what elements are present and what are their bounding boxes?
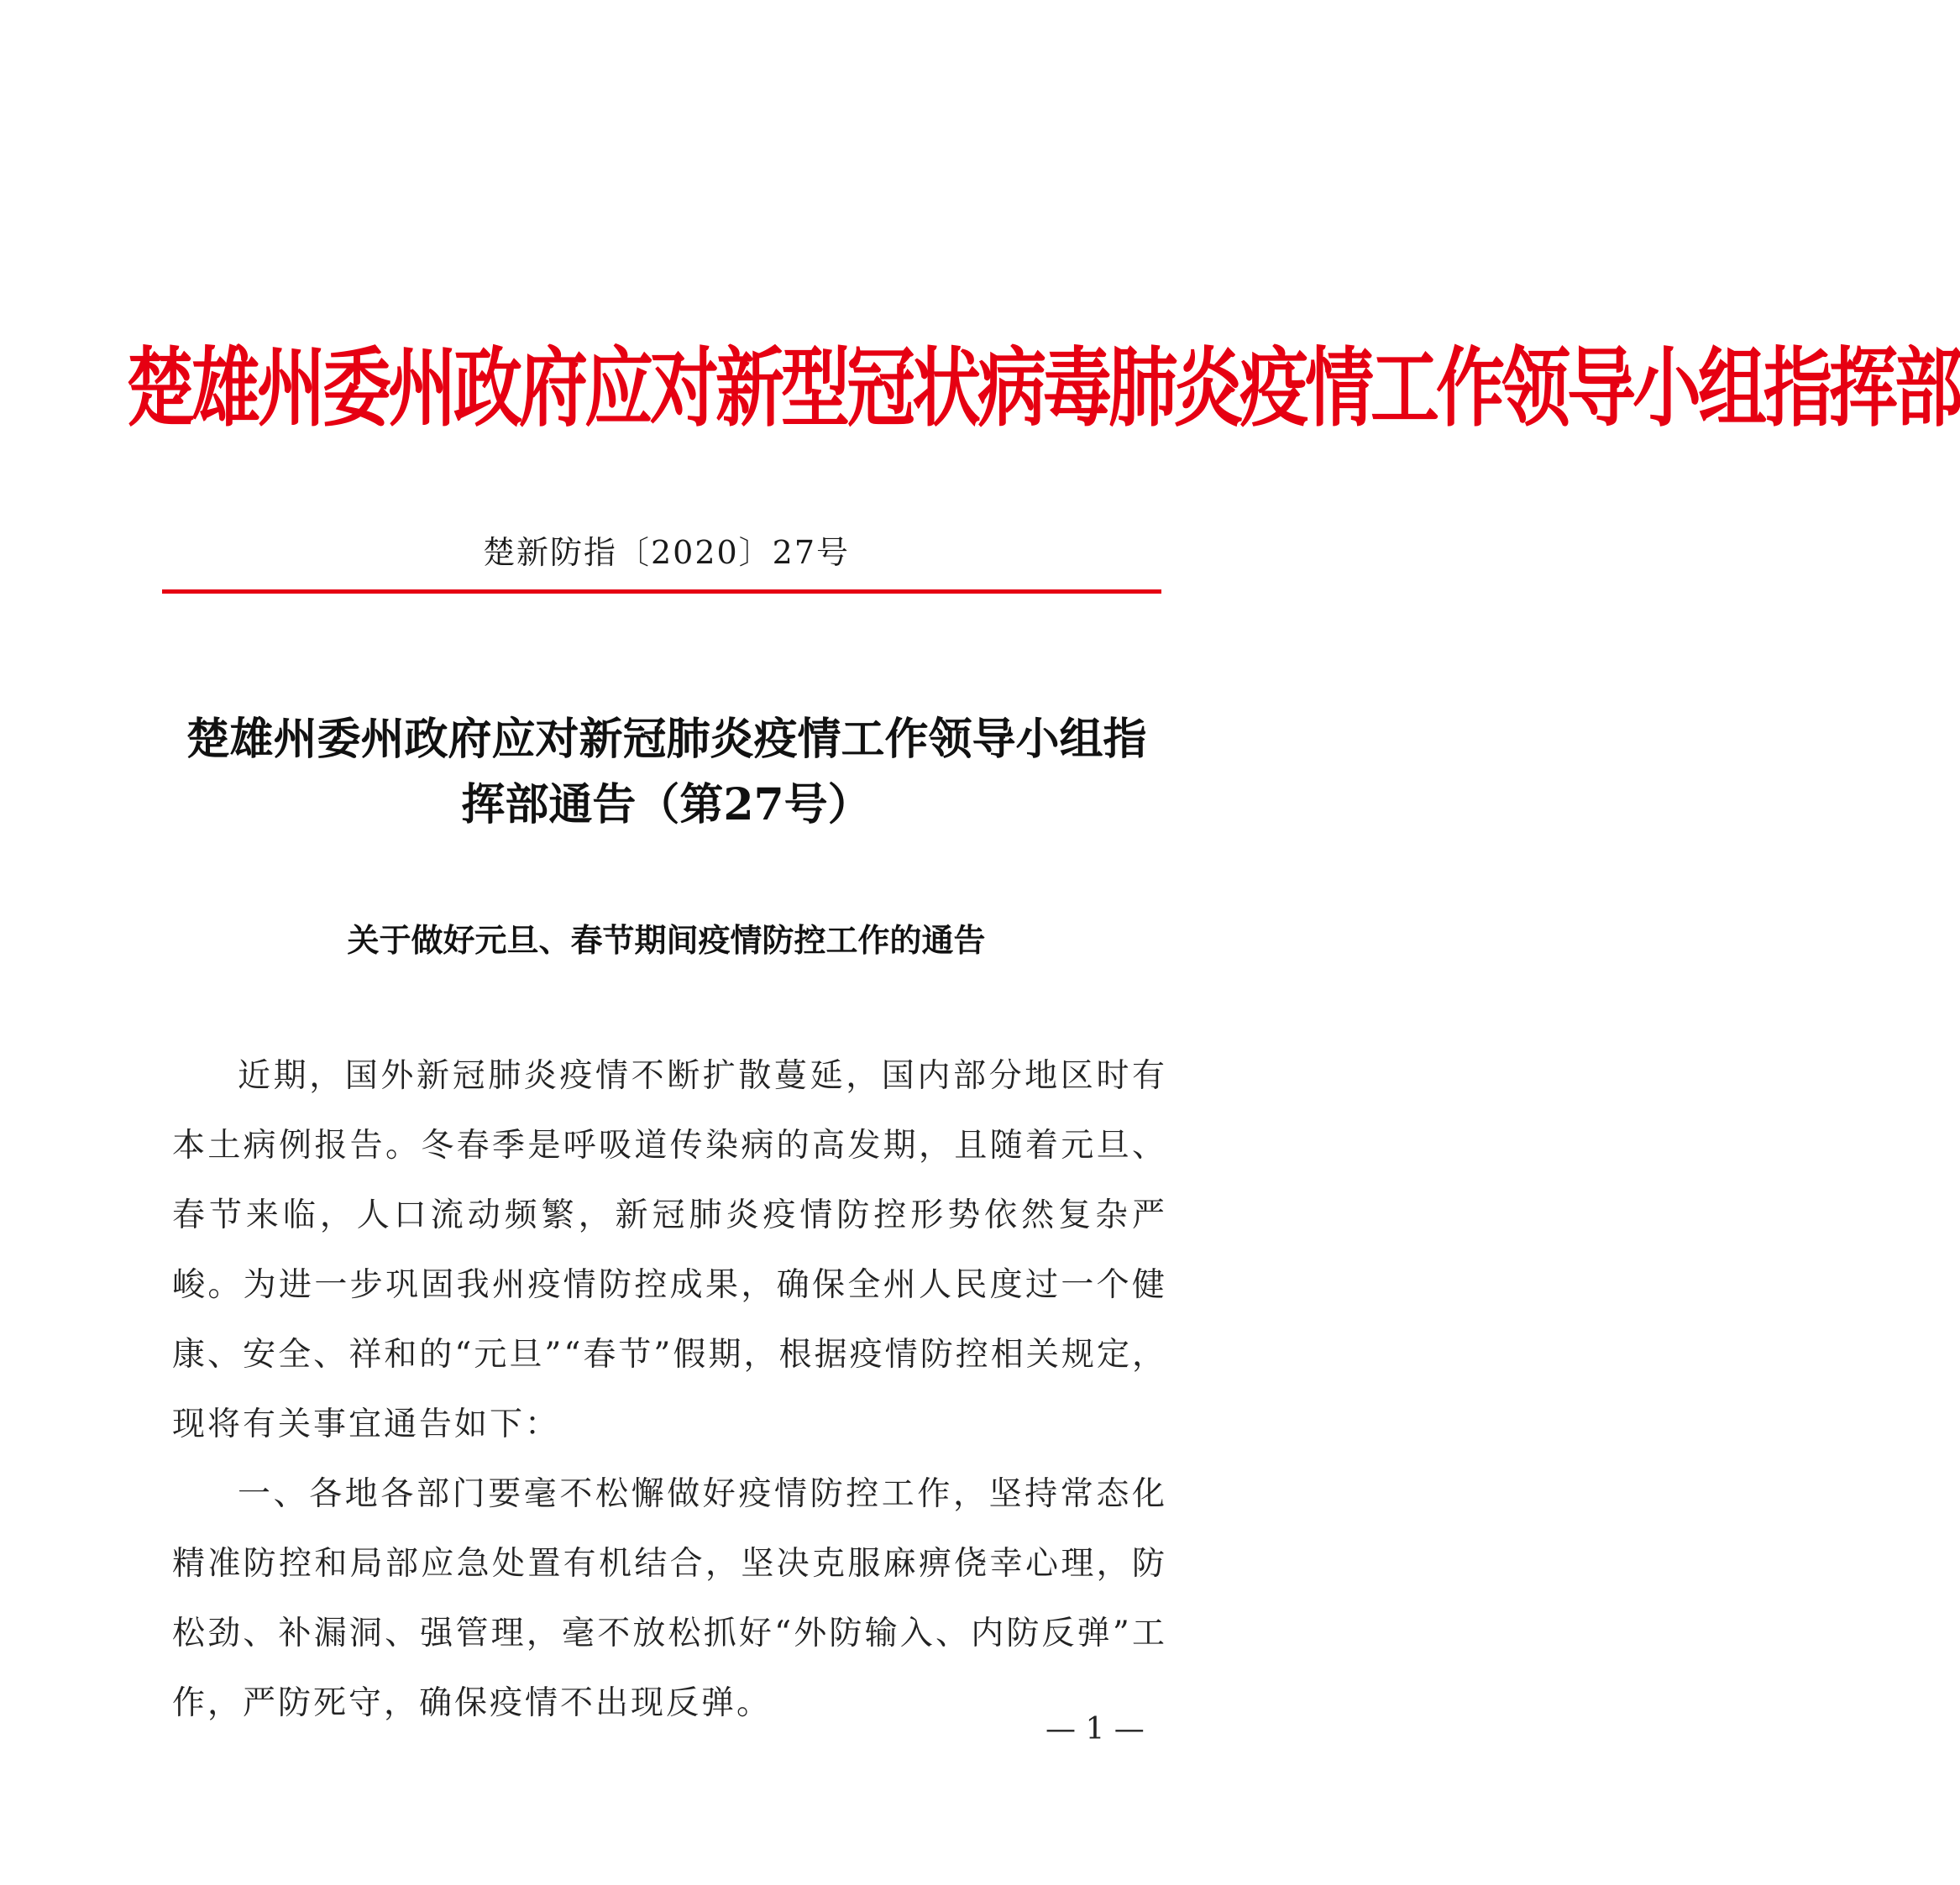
notice-subtitle: 关于做好元旦、春节期间疫情防控工作的通告	[347, 922, 986, 959]
body-paragraph-item-1: 一、各地各部门要毫不松懈做好疫情防控工作，坚持常态化精准防控和局部应急处置有机结合，坚决克服麻痹侥幸心理，防松劲、补漏洞、强管理，毫不放松抓好“外防输入、内防反弹”工作，严防死守，确保疫情不出现反弹。	[172, 1475, 1167, 1722]
page-number: — 1 —	[1046, 1712, 1145, 1746]
red-header-masthead: 楚雄州委州政府应对新型冠状病毒肺炎疫情工作领导小组指挥部	[126, 338, 1960, 439]
notice-title: 楚雄州委州政府应对新冠肺炎疫情工作领导小组指挥部通告（第27号）	[186, 714, 1147, 830]
document-number: 楚新防指〔2020〕27号	[482, 534, 851, 571]
body-paragraph-intro: 近期，国外新冠肺炎疫情不断扩散蔓延，国内部分地区时有本土病例报告。冬春季是呼吸道传染病的高发期，且随着元旦、春节来临，人口流动频繁，新冠肺炎疫情防控形势依然复杂严峻。为进一步巩固我州疫情防控成果，确保全州人民度过一个健康、安全、祥和的“元旦”“春节”假期，根据疫情防控相关规定，现将有关事宜通告如下：	[172, 1057, 1167, 1443]
notice-body	[172, 1041, 1167, 1738]
red-divider-line	[162, 589, 1161, 594]
